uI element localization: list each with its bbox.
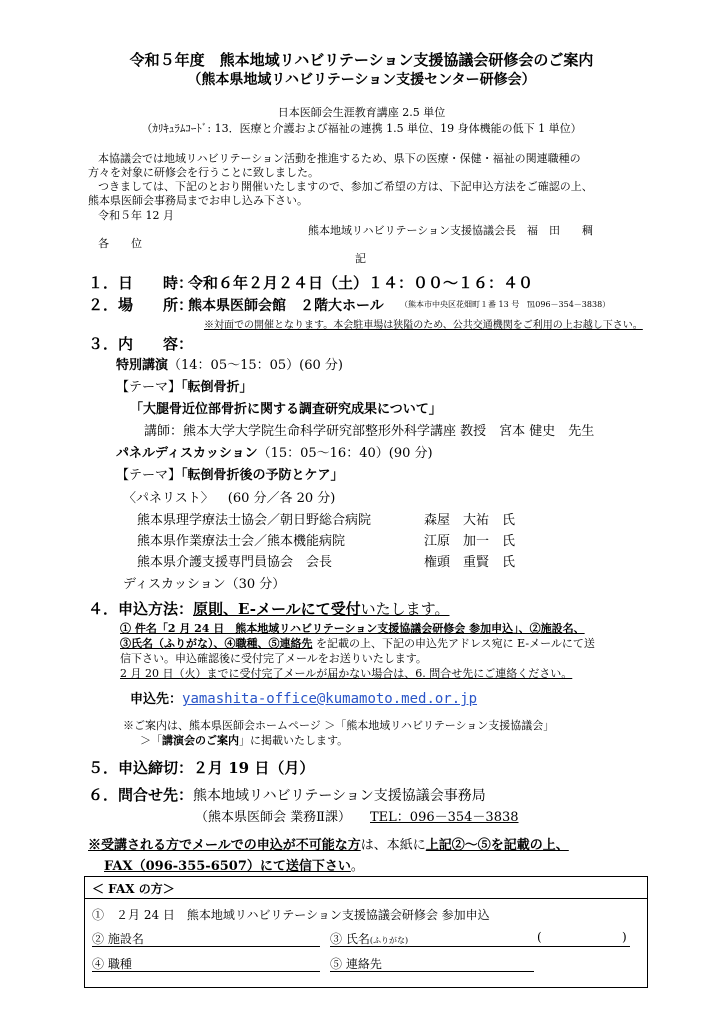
fax-form-divider	[84, 898, 648, 899]
lecture-time: （14：05〜15：05）(60 分)	[168, 358, 344, 373]
contact-org: 熊本地域リハビリテーション支援協議会事務局	[193, 788, 486, 804]
apply-line: 信下さい。申込確認後に受付完了メールをお送りいたします。	[120, 652, 427, 665]
apply-line: 2 月 20 日（火）までに受付完了メールが届かない場合は、6. 問合せ先にご連絡ください。	[120, 667, 573, 680]
theme-label: 【テーマ】	[116, 468, 182, 483]
panelist-org: 熊本県理学療法士協会／朝日野総合病院	[137, 513, 372, 528]
contact-dept: （熊本県医師会 業務Ⅱ課）	[195, 810, 351, 825]
fax-notice-strong: ※受講される方でメールでの申込が不可能な方	[88, 838, 361, 853]
place-note: ※対面での開催となります。本会駐車場は狭隘のため、公共交通機関をご利用の上お越し下さい。	[204, 320, 643, 331]
fax-notice-line1	[88, 834, 569, 853]
apply-line: ① 件名「2 月 24 日 熊本地域リハビリテーション支援協議会研修会 参加申込」、②施設名、	[120, 622, 585, 635]
fax-notice-strong: 上記②〜⑤を記載の上、	[425, 838, 569, 853]
sender: 熊本地域リハビリテーション支援協議会長 福 田 稠	[308, 224, 594, 237]
deadline-value: ２月 19 日（月）	[193, 759, 315, 777]
contact-label: ６．問合せ先：	[88, 786, 194, 804]
fax-notice-plain: は、本紙に	[360, 838, 426, 853]
apply-rule: 原則、E-メールにて受付	[193, 600, 361, 618]
intro-line: 本協議会では地域リハビリテーション活動を推進するため、県下の医療・保健・福祉の関連職種の	[98, 152, 581, 165]
curriculum-line: （ｶﾘｷｭﾗﾑｺｰﾄﾞ: 13．医療と介護および福祉の連携 1.5 単位、19 身体機能の低下 1 単位）	[141, 122, 582, 135]
apply-line	[120, 635, 595, 651]
panelist-label-text: 〈パネリスト〉	[123, 491, 214, 506]
lecture-heading	[116, 354, 343, 373]
place-label: ２．場 所：	[88, 296, 194, 314]
intro-line: 方々を対象に研修会を行うことに致しました。	[88, 166, 319, 179]
contact-tel: TEL：096－354－3838	[370, 810, 519, 825]
date-value: 令和６年２月２４日（土）１４：００〜１６：４０	[188, 274, 534, 292]
apply-label: ４．申込方法：	[88, 600, 194, 618]
lecture-heading-text: 特別講演	[116, 358, 169, 373]
apply-rule-suffix: いたします。	[360, 600, 450, 618]
hp-note-link-text: 講演会のご案内	[162, 734, 239, 747]
name-field[interactable]	[330, 946, 630, 947]
name-label	[330, 930, 408, 947]
fax-form-header: ＜ FAX の方＞	[92, 882, 175, 896]
panel-heading	[116, 442, 433, 461]
contact-field[interactable]	[330, 971, 534, 972]
panel-time: （15：05〜16：40）(90 分)	[257, 446, 433, 461]
lecture-theme	[116, 376, 253, 395]
theme-label: 【テーマ】	[116, 380, 182, 395]
panelist-name: 森屋 大祐 氏	[424, 513, 516, 528]
panelist-org: 熊本県作業療法士会／熊本機能病院	[137, 534, 346, 549]
apply-to	[130, 688, 477, 707]
credit-line: 日本医師会生涯教育講座 2.5 単位	[277, 106, 446, 119]
facility-label: ② 施設名	[92, 932, 144, 946]
theme-text: 「転倒骨折後の予防とケア」	[181, 468, 344, 483]
theme-text: 「転倒骨折」	[181, 380, 253, 395]
intro-line: つきましては、下記のとおり開催いたしますので、参加ご希望の方は、下記申込方法をご確認の上、	[98, 180, 593, 193]
content-label: ３．内 容：	[88, 335, 194, 353]
panelist-name: 権頭 重賢 氏	[424, 555, 516, 570]
panelist-label	[123, 487, 335, 506]
lecture-speaker: 講師：熊本大学大学院生命科学研究部整形外科学講座 教授 宮本 健史 先生	[144, 424, 595, 439]
panel-theme	[116, 464, 344, 483]
paren-close: )	[622, 930, 627, 944]
panel-heading-text: パネルディスカッション	[116, 446, 258, 461]
email-link[interactable]: yamashita-office@kumamoto.med.or.jp	[182, 691, 478, 707]
page-subtitle: （熊本県地域リハビリテーション支援センター研修会）	[187, 72, 536, 88]
place-value: 熊本県医師会館 ２階大ホール	[188, 298, 384, 314]
discussion: ディスカッション（30 分）	[123, 577, 286, 592]
hp-note: ※ご案内は、熊本県医師会ホームページ ＞「熊本地域リハビリテーション支援協議会」	[123, 719, 555, 732]
name-label-text: ③ 氏名	[330, 932, 370, 946]
hp-note	[140, 732, 348, 748]
addressee: 各 位	[98, 237, 142, 250]
panelist-org: 熊本県介護支援専門員協会 会長	[137, 555, 333, 570]
apply-line-rest: を記載の上、下記の申込先アドレス宛に E-メールにて送	[316, 637, 595, 650]
page-title: 令和５年度 熊本地域リハビリテーション支援協議会研修会のご案内	[129, 51, 594, 69]
date-label: １．日 時：	[88, 274, 194, 292]
job-field[interactable]	[92, 971, 320, 972]
hp-note-part: 」に掲載いたします。	[239, 734, 349, 747]
intro-line: 熊本県医師会事務局までお申し込み下さい。	[88, 194, 308, 207]
hp-note-part: ＞「	[140, 734, 162, 747]
deadline-row	[88, 757, 314, 778]
fax-number-text: FAX（096-355-6507）にて送信下さい	[104, 859, 351, 874]
issue-date: 令和５年 12 月	[98, 209, 174, 222]
apply-line-strong: ③氏名（ふりがな）、④職種、⑤連絡先	[120, 637, 313, 650]
deadline-label: ５．申込締切：	[88, 759, 194, 777]
job-label: ④ 職種	[92, 957, 132, 971]
panelist-time: (60 分／各 20 分)	[227, 491, 336, 506]
contact-field-label: ⑤ 連絡先	[330, 957, 382, 971]
panelist-name: 江原 加一 氏	[424, 534, 516, 549]
lecture-title: 「大腿骨近位部骨折に関する調査研究成果について」	[130, 402, 442, 417]
apply-to-label: 申込先：	[130, 692, 183, 707]
ki-heading: 記	[355, 252, 366, 265]
facility-field[interactable]	[92, 946, 320, 947]
place-address: （熊本市中央区花畑町１番 13 号 ℡096－354－3838）	[400, 300, 611, 309]
paren-open: (	[537, 930, 542, 944]
name-kana-label: (ふりがな)	[369, 936, 409, 945]
apply-row	[88, 598, 449, 619]
fax-notice-end: 。	[350, 859, 364, 874]
contact-row	[88, 784, 486, 805]
fax-notice-line2	[104, 855, 364, 874]
fax-form-row: ① ２月 24 日 熊本地域リハビリテーション支援協議会研修会 参加申込	[92, 908, 490, 922]
